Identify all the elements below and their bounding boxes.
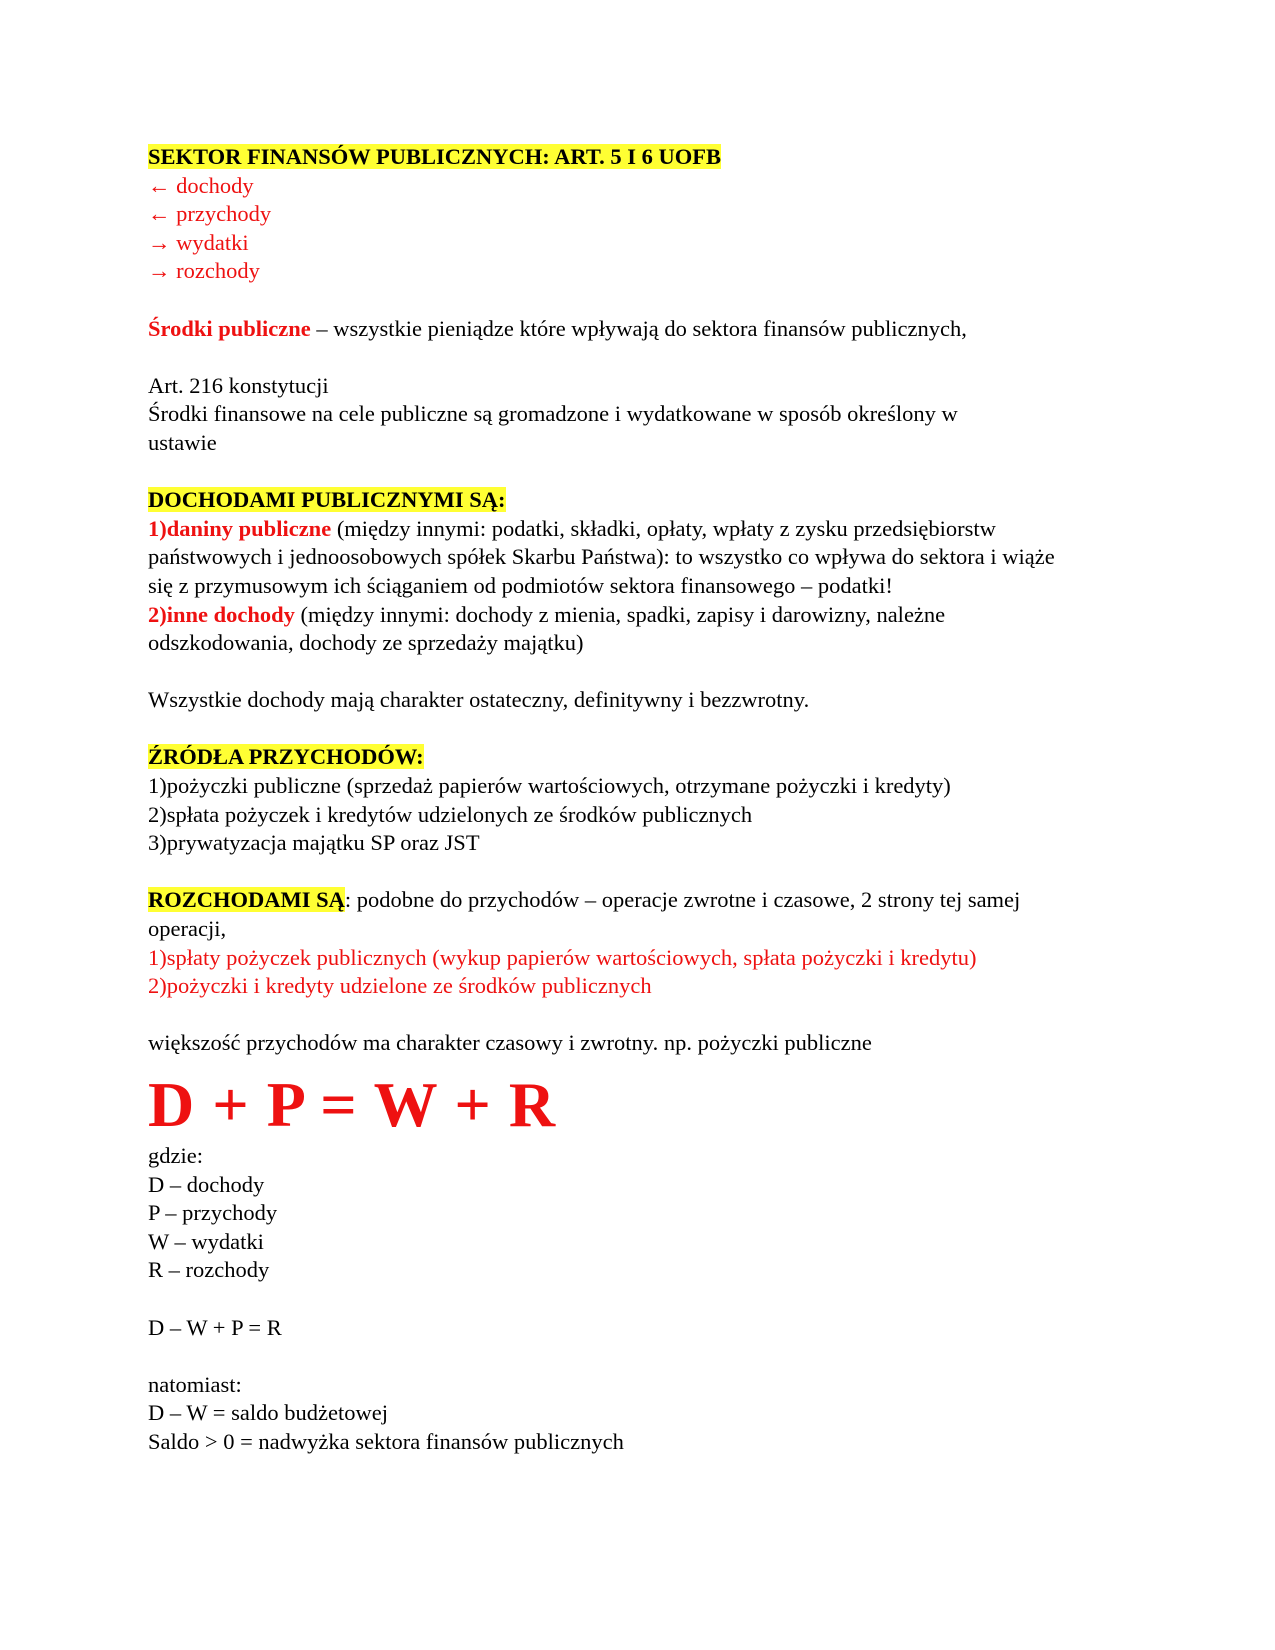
heading-przychody bbox=[148, 743, 1138, 772]
srodki-text: – wszystkie pieniądze które wpływają do sektora finansów publicznych, bbox=[310, 315, 967, 341]
formula-legend-d: D – dochody bbox=[148, 1171, 265, 1197]
formula-saldo: D – W = saldo budżetowej bbox=[148, 1400, 388, 1426]
spacer bbox=[148, 858, 1138, 887]
formula-however: natomiast: bbox=[148, 1371, 242, 1397]
budget-formula: D + P = W + R bbox=[148, 1069, 557, 1140]
formula-legend-w: W – wydatki bbox=[148, 1228, 264, 1254]
spacer bbox=[148, 1001, 1138, 1030]
rozchody-intro bbox=[148, 886, 1088, 943]
flow-item-wydatki: → wydatki bbox=[148, 229, 249, 255]
heading-przychody-text: ŹRÓDŁA PRZYCHODÓW: bbox=[148, 744, 424, 770]
heading-sector-text: SEKTOR FINANSÓW PUBLICZNYCH: ART. 5 I 6 UOFB bbox=[148, 144, 722, 169]
heading-rozchody-text: ROZCHODAMI SĄ bbox=[148, 887, 345, 913]
formula-derived: D – W + P = R bbox=[148, 1314, 282, 1340]
heading-dochody-text: DOCHODAMI PUBLICZNYMI SĄ: bbox=[148, 487, 506, 513]
przychody-item-2: 2)spłata pożyczek i kredytów udzielonych ze środków publicznych bbox=[148, 801, 753, 827]
spacer bbox=[148, 658, 1138, 687]
dochody-item-1 bbox=[148, 515, 1063, 601]
przychody-item-1: 1)pożyczki publiczne (sprzedaż papierów wartościowych, otrzymane pożyczki i kredyty) bbox=[148, 773, 951, 799]
heading-dochody bbox=[148, 486, 1138, 515]
dochody-item-1-text: (między innymi: podatki, składki, opłaty, wpłaty z zysku przedsiębiorstw państwowych i jednoosobowych spółek Skarbu Państwa): to wszystko co wpływa do sektora i wiąże się z przymusowym ich ściąganiem od podmiotów sektora finansowego – podatki! bbox=[148, 515, 1055, 598]
flow-item-rozchody: → rozchody bbox=[148, 258, 260, 284]
dochody-summary: Wszystkie dochody mają charakter ostateczny, definitywny i bezzwrotny. bbox=[148, 687, 810, 713]
formula-legend-r: R – rozchody bbox=[148, 1257, 270, 1283]
srodki-definition bbox=[148, 315, 1138, 344]
spacer bbox=[148, 458, 1138, 487]
formula-where: gdzie: bbox=[148, 1143, 203, 1168]
spacer bbox=[148, 1342, 1138, 1371]
rozchody-intro-text: : podobne do przychodów – operacje zwrotne i czasowe, 2 strony tej samej operacji, bbox=[148, 887, 1021, 942]
art216-title: Art. 216 konstytucji bbox=[148, 372, 329, 398]
spacer bbox=[148, 343, 1138, 372]
document-page bbox=[148, 143, 1138, 1457]
spacer bbox=[148, 1285, 1138, 1314]
heading-sector bbox=[148, 143, 1138, 172]
srodki-term: Środki publiczne bbox=[148, 315, 311, 341]
dochody-item-2-text: (między innymi: dochody z mienia, spadki, zapisy i darowizny, należne odszkodowania, dochody ze sprzedaży majątku) bbox=[148, 601, 946, 656]
rozchody-item-2: 2)pożyczki i kredyty udzielone ze środków publicznych bbox=[148, 973, 652, 999]
formula-legend-p: P – przychody bbox=[148, 1200, 278, 1226]
dochody-item-1-term: 1)daniny publiczne bbox=[148, 515, 332, 541]
rozchody-item-1: 1)spłaty pożyczek publicznych (wykup papierów wartościowych, spłata pożyczki i kredytu) bbox=[148, 944, 977, 970]
dochody-item-2-term: 2)inne dochody bbox=[148, 601, 295, 627]
flow-item-przychody: ← przychody bbox=[148, 201, 272, 227]
formula-surplus: Saldo > 0 = nadwyżka sektora finansów publicznych bbox=[148, 1428, 624, 1454]
spacer bbox=[148, 286, 1138, 315]
art216-text: Środki finansowe na cele publiczne są gromadzone i wydatkowane w sposób określony w ustawie bbox=[148, 401, 958, 455]
rozchody-note: większość przychodów ma charakter czasowy i zwrotny. np. pożyczki publiczne bbox=[148, 1030, 872, 1056]
flow-item-dochody: ← dochody bbox=[148, 172, 254, 198]
spacer bbox=[148, 715, 1138, 744]
przychody-item-3: 3)prywatyzacja majątku SP oraz JST bbox=[148, 830, 480, 856]
dochody-item-2 bbox=[148, 601, 1028, 658]
